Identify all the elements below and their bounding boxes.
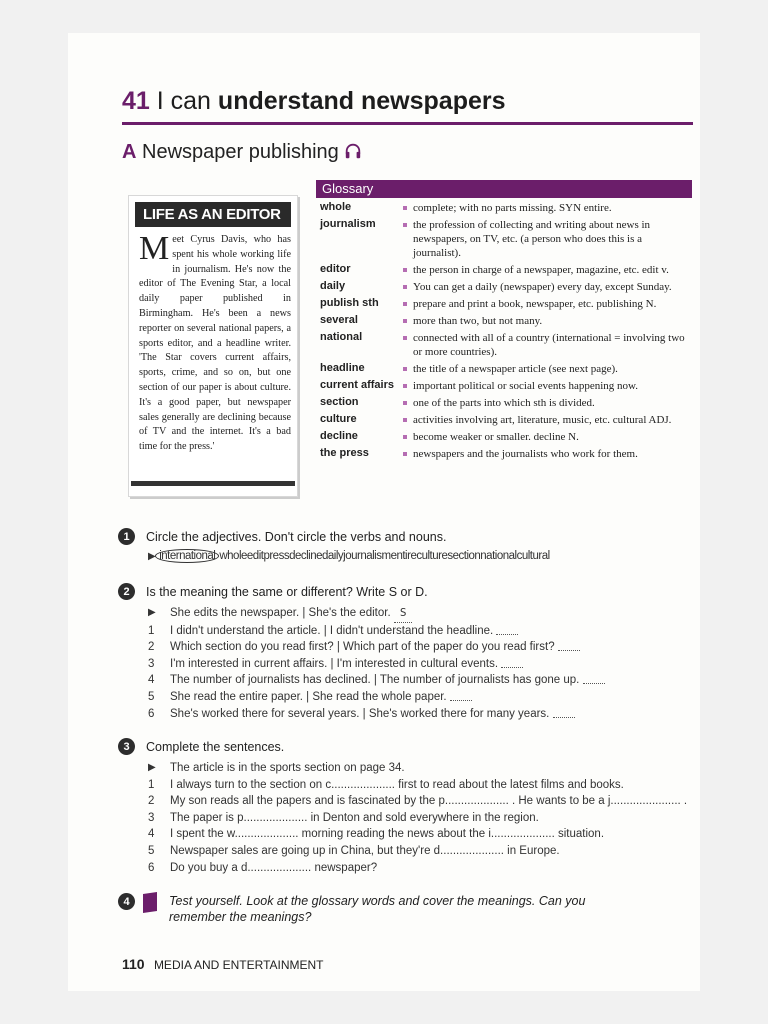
item-number: 2	[148, 641, 155, 654]
book-icon	[143, 892, 157, 913]
glossary-entry	[316, 280, 692, 294]
glossary-entry	[316, 218, 692, 260]
exercise-number-badge: 3	[118, 738, 135, 755]
answer-field[interactable]	[496, 623, 518, 635]
unit-title-bold: understand newspapers	[217, 87, 506, 115]
glossary-definition: connected with all of a country (international = involving two or more countries).	[400, 331, 692, 359]
section-letter: A	[122, 141, 137, 163]
list-item	[118, 826, 687, 843]
exercise-3-list	[118, 760, 687, 876]
item-text: The number of journalists has declined. | The number of journalists has gone up.	[170, 674, 580, 687]
glossary-word: editor	[320, 263, 351, 275]
answer-field[interactable]	[583, 672, 605, 684]
word-snake-text[interactable]: wholeeditpressdeclinedailyjournalismentirecultureseсtionnationalcultural	[219, 550, 550, 562]
list-item	[118, 760, 687, 777]
glossary-definition: activities involving art, literature, music, etc. cultural ADJ.	[400, 413, 692, 427]
glossary-entry	[316, 201, 692, 215]
item-number: 3	[148, 811, 155, 824]
exercise-instruction: Complete the sentences.	[146, 739, 285, 754]
exercise-4	[118, 893, 639, 925]
glossary-body	[316, 198, 692, 528]
list-item	[118, 623, 605, 640]
glossary-definition: the person in charge of a newspaper, magazine, etc. edit v.	[400, 263, 692, 277]
exercise-4-heading	[118, 893, 639, 925]
article-body	[129, 227, 297, 455]
footer-section: MEDIA AND ENTERTAINMENT	[153, 958, 324, 972]
item-text: Which section do you read first? | Which part of the paper do you read first?	[170, 641, 555, 654]
title-rule	[122, 122, 693, 125]
item-text: She read the entire paper. | She read the whole paper.	[170, 690, 447, 703]
exercise-2-heading	[118, 583, 605, 600]
glossary-entry	[316, 331, 692, 359]
answer-field[interactable]	[501, 656, 523, 668]
circled-word[interactable]: international	[155, 549, 219, 563]
glossary-word: the press	[320, 447, 369, 459]
glossary-entry	[316, 379, 692, 393]
glossary-word: several	[320, 314, 358, 326]
item-number: 5	[148, 690, 155, 703]
glossary	[316, 180, 692, 528]
item-text: She's worked there for several years. | She's worked there for many years.	[170, 707, 550, 720]
glossary-word: publish sth	[320, 297, 379, 309]
answer-field[interactable]	[553, 706, 575, 718]
glossary-definition: the title of a newspaper article (see next page).	[400, 362, 692, 376]
exercise-3-heading	[118, 738, 687, 755]
unit-number: 41	[122, 87, 150, 115]
glossary-definition: You can get a daily (newspaper) every day, except Sunday.	[400, 280, 692, 294]
article-dropcap: M	[139, 230, 170, 267]
page-footer	[122, 956, 324, 972]
list-item	[118, 843, 687, 860]
glossary-entry	[316, 396, 692, 410]
item-text[interactable]: The paper is p.................... in Denton and sold everywhere in the region.	[170, 811, 539, 824]
glossary-word: culture	[320, 413, 357, 425]
list-item	[118, 706, 605, 723]
glossary-word: section	[320, 396, 359, 408]
glossary-entry	[316, 297, 692, 311]
list-item	[118, 672, 605, 689]
glossary-entry	[316, 447, 692, 461]
item-number: 4	[148, 674, 155, 687]
list-item	[118, 777, 687, 794]
answer-field[interactable]	[558, 639, 580, 651]
article-text: eet Cyrus Davis, who has spent his whole working life in journalism. He's now the editor of The Evening Star, a local daily paper published in Birmingham. He's been a news reporter on several national papers, a sports editor, and a headline writer. 'The Star covers current affairs, sports, crime, and so on, but one section of our paper is about culture. It's a good paper, but newspaper sales generally are declining because of TV and the internet. It's a bad time for the press.'	[139, 234, 291, 453]
glossary-definition: prepare and print a book, newspaper, etc. publishing N.	[400, 297, 692, 311]
item-text[interactable]: Newspaper sales are going up in China, but they're d.................... in Europe.	[170, 844, 560, 857]
item-text: I'm interested in current affairs. | I'm interested in cultural events.	[170, 657, 499, 670]
unit-title-thin: I can	[156, 87, 211, 115]
exercise-number-badge: 1	[118, 528, 135, 545]
item-number: 1	[148, 624, 155, 637]
glossary-definition: more than two, but not many.	[400, 314, 692, 328]
section-heading	[122, 141, 362, 164]
exercise-number-badge: 2	[118, 583, 135, 600]
list-item	[118, 689, 605, 706]
list-item	[118, 793, 687, 810]
section-title: Newspaper publishing	[142, 141, 339, 163]
glossary-word: daily	[320, 280, 346, 292]
exercise-1-heading	[118, 528, 550, 545]
list-item	[118, 639, 605, 656]
exercise-instruction: Circle the adjectives. Don't circle the verbs and nouns.	[146, 529, 447, 544]
item-text[interactable]: The article is in the sports section on page 34.	[170, 762, 405, 774]
item-number: ▶	[148, 762, 156, 773]
item-number: 5	[148, 844, 155, 857]
glossary-definition: important political or social events happening now.	[400, 379, 692, 393]
list-item	[118, 860, 687, 877]
item-number: 1	[148, 778, 155, 791]
exercise-instruction: Test yourself. Look at the glossary words and cover the meanings. Can you remember the meanings?	[169, 894, 586, 924]
item-text[interactable]: I always turn to the section on c.................... first to read about the latest films and books.	[170, 778, 624, 791]
glossary-word: decline	[320, 430, 358, 442]
item-number: 2	[148, 795, 155, 808]
list-item	[118, 605, 605, 623]
glossary-definition: become weaker or smaller. decline N.	[400, 430, 692, 444]
list-item	[118, 656, 605, 673]
article-bottom-bar	[131, 481, 295, 486]
glossary-entry	[316, 413, 692, 427]
item-number: 4	[148, 828, 155, 841]
item-text: She edits the newspaper. | She's the editor.	[170, 607, 391, 619]
article-heading: LIFE AS AN EDITOR	[135, 202, 291, 227]
answer-field[interactable]: S	[394, 605, 413, 623]
glossary-word: whole	[320, 201, 352, 213]
page-number: 110	[122, 956, 145, 972]
glossary-definition: complete; with no parts missing. SYN entire.	[400, 201, 692, 215]
exercise-instruction: Is the meaning the same or different? Write S or D.	[146, 584, 428, 599]
item-number: 6	[148, 707, 155, 720]
glossary-word: current affairs	[320, 379, 394, 391]
glossary-word: national	[320, 331, 363, 343]
item-text: I didn't understand the article. | I didn't understand the headline.	[170, 624, 494, 637]
item-text[interactable]: I spent the w.................... morning reading the news about the i.................... situation.	[170, 828, 605, 841]
glossary-definition: newspapers and the journalists who work for them.	[400, 447, 692, 461]
arrow-icon: ▶	[148, 551, 156, 562]
exercise-2	[118, 583, 605, 722]
list-item	[118, 810, 687, 827]
answer-field[interactable]	[450, 689, 472, 701]
item-number: 3	[148, 657, 155, 670]
glossary-definition: the profession of collecting and writing about news in newspapers, on TV, etc. (a person who does this is a journalist).	[400, 218, 692, 260]
glossary-entry	[316, 314, 692, 328]
textbook-page	[68, 33, 700, 991]
item-number: ▶	[148, 607, 156, 618]
glossary-entry	[316, 362, 692, 376]
item-text[interactable]: My son reads all the papers and is fascinated by the p.................... . He wants to be a j...................... .	[170, 795, 688, 808]
exercise-1	[118, 528, 550, 562]
word-snake	[118, 550, 550, 562]
exercise-2-list	[118, 605, 605, 722]
unit-title	[122, 87, 506, 116]
article-box	[128, 195, 298, 497]
glossary-entry	[316, 430, 692, 444]
headphones-icon[interactable]	[344, 142, 362, 160]
exercise-number-badge: 4	[118, 893, 135, 910]
glossary-entry	[316, 263, 692, 277]
glossary-word: journalism	[320, 218, 376, 230]
item-number: 6	[148, 861, 155, 874]
glossary-title: Glossary	[316, 180, 692, 198]
exercise-3	[118, 738, 687, 876]
glossary-definition: one of the parts into which sth is divided.	[400, 396, 692, 410]
glossary-word: headline	[320, 362, 365, 374]
item-text[interactable]: Do you buy a d.................... newspaper?	[170, 861, 378, 874]
